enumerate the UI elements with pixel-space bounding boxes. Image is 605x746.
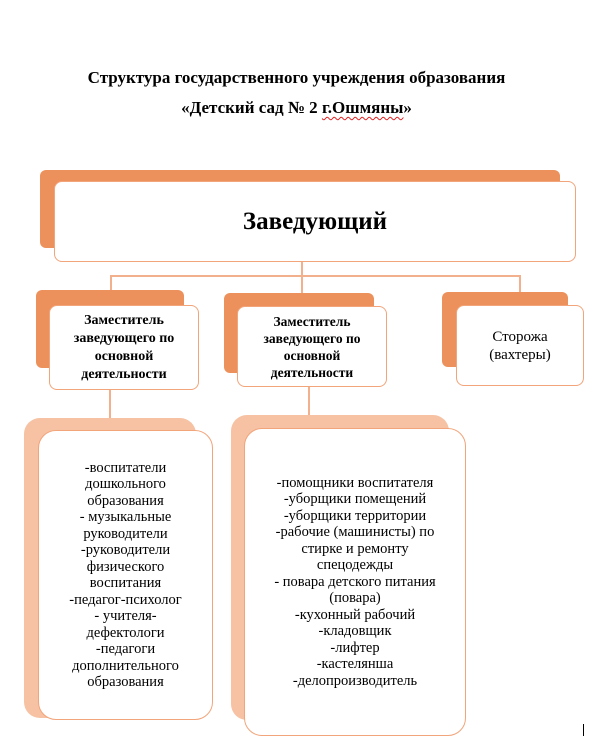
list-item: -лифтер xyxy=(330,639,380,656)
list-item: спецодежды xyxy=(316,557,394,574)
connector-to-deputy1 xyxy=(110,275,112,290)
document-title-line-1: Структура государственного учреждения образования xyxy=(87,68,506,87)
deputy1-box xyxy=(49,305,199,390)
list-item: -делопроизводитель xyxy=(292,672,418,689)
list-item: воспитания xyxy=(89,575,162,591)
list1-items xyxy=(69,460,181,691)
list-item: -руководители xyxy=(80,542,171,558)
list2-items xyxy=(274,475,435,690)
list-item: -уборщики помещений xyxy=(283,491,427,508)
connector-to-guard xyxy=(519,275,521,292)
list-item: -помощники воспитателя xyxy=(276,474,434,491)
guard-label: Сторожа (вахтеры) xyxy=(489,328,551,363)
list-item: -педагог-психолог xyxy=(69,591,182,608)
list-item: -педагоги xyxy=(95,641,156,657)
connector-deputy1-list xyxy=(109,390,111,418)
head-label: Заведующий xyxy=(242,207,388,235)
deputy1-label: Заместитель заведующего по основной деятельности xyxy=(73,312,175,382)
list1-box xyxy=(38,430,213,720)
list-item: -кастелянша xyxy=(316,656,394,673)
connector-horizontal xyxy=(110,275,520,277)
connector-head-down xyxy=(301,262,303,276)
deputy2-box xyxy=(237,306,387,387)
list2-box xyxy=(244,428,466,736)
title-city-misspelled: г.Ошмяны xyxy=(321,98,404,117)
list-item: руководители xyxy=(83,525,168,542)
list-item: -кладовщик xyxy=(318,623,392,640)
list-item: (повара) xyxy=(329,590,381,607)
list-item: -воспитатели xyxy=(84,459,167,476)
list-item: дефектологи xyxy=(86,624,165,641)
list-item: дополнительного xyxy=(72,657,179,674)
title-suffix: » xyxy=(403,98,412,117)
list-item: дошкольного xyxy=(85,476,166,492)
connector-to-deputy2 xyxy=(301,275,303,293)
list-item: - музыкальные xyxy=(79,509,172,525)
connector-deputy2-list xyxy=(308,387,310,415)
document-title-line-2 xyxy=(0,98,599,118)
text-cursor xyxy=(583,724,584,736)
list-item: -рабочие (машинисты) по xyxy=(275,524,435,541)
list-item: образования xyxy=(87,492,164,509)
list-item: -кухонный рабочий xyxy=(294,606,416,623)
list-item: - повара детского питания xyxy=(274,573,436,590)
list-item: физического xyxy=(86,558,165,575)
list-item: образования xyxy=(87,674,164,690)
guard-box xyxy=(456,305,584,386)
list-item: -уборщики территории xyxy=(283,507,427,524)
deputy2-label: Заместитель заведующего по основной деятельности xyxy=(263,313,361,380)
list-item: - учителя- xyxy=(94,608,157,624)
head-box xyxy=(54,181,576,262)
title-prefix: «Детский сад № 2 xyxy=(181,98,322,117)
list-item: стирке и ремонту xyxy=(301,540,409,557)
